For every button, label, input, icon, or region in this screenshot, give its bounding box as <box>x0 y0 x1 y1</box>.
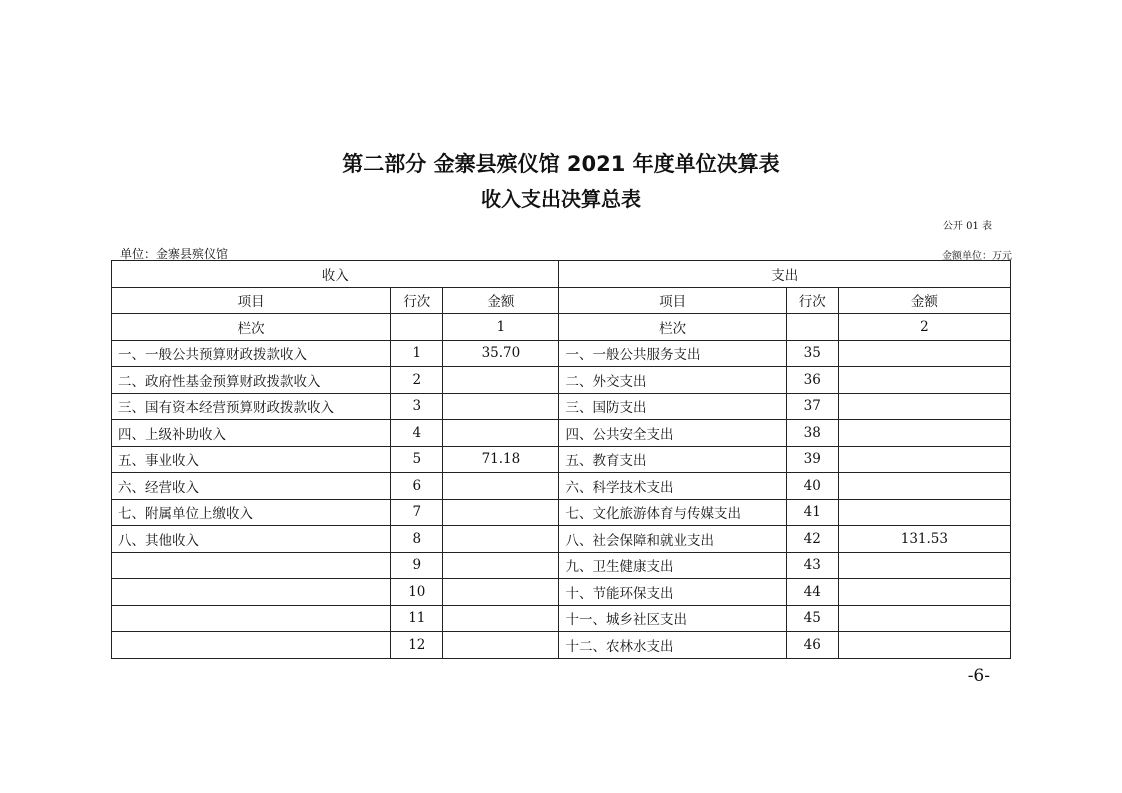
expense-line-cell: 42 <box>786 526 838 553</box>
expense-item-cell: 二、外交支出 <box>559 367 786 394</box>
table-row <box>112 632 1011 659</box>
expense-line-cell: 40 <box>786 473 838 500</box>
form-number: 公开 01 表 <box>942 221 992 232</box>
expense-item-cell: 三、国防支出 <box>559 393 786 420</box>
income-amount-cell <box>443 367 559 394</box>
income-column-number: 1 <box>443 314 559 341</box>
income-line-cell: 7 <box>391 499 443 526</box>
table-row <box>112 473 1011 500</box>
income-amount-cell <box>443 579 559 606</box>
expense-amount-cell <box>838 552 1010 579</box>
expense-item-cell: 四、公共安全支出 <box>559 420 786 447</box>
income-line-cell: 3 <box>391 393 443 420</box>
income-line-cell: 4 <box>391 420 443 447</box>
income-amount-cell <box>443 420 559 447</box>
income-amount-cell <box>443 632 559 659</box>
expense-section-header: 支出 <box>559 261 1011 288</box>
table-row <box>112 499 1011 526</box>
income-item-cell: 一、一般公共预算财政拨款收入 <box>112 340 391 367</box>
expense-line-cell: 37 <box>786 393 838 420</box>
income-line-cell: 8 <box>391 526 443 553</box>
table-row <box>112 552 1011 579</box>
income-item-cell <box>112 632 391 659</box>
expense-amount-header: 金额 <box>838 287 1010 314</box>
section-header-row <box>112 261 1011 288</box>
expense-item-cell: 十一、城乡社区支出 <box>559 605 786 632</box>
table-row <box>112 420 1011 447</box>
expense-amount-cell <box>838 420 1010 447</box>
expense-item-cell: 六、科学技术支出 <box>559 473 786 500</box>
expense-line-cell: 43 <box>786 552 838 579</box>
income-line-cell: 9 <box>391 552 443 579</box>
expense-item-cell: 九、卫生健康支出 <box>559 552 786 579</box>
income-lanci-label: 栏次 <box>112 314 391 341</box>
table-row <box>112 579 1011 606</box>
income-amount-header: 金额 <box>443 287 559 314</box>
income-item-cell: 七、附属单位上缴收入 <box>112 499 391 526</box>
expense-amount-cell <box>838 579 1010 606</box>
income-amount-cell: 71.18 <box>443 446 559 473</box>
page-number: -6- <box>967 666 990 686</box>
expense-line-header: 行次 <box>786 287 838 314</box>
expense-line-cell: 35 <box>786 340 838 367</box>
column-header-row <box>112 287 1011 314</box>
table-row <box>112 605 1011 632</box>
income-amount-cell: 35.70 <box>443 340 559 367</box>
income-line-cell: 10 <box>391 579 443 606</box>
expense-amount-cell <box>838 393 1010 420</box>
income-line-cell: 5 <box>391 446 443 473</box>
income-amount-cell <box>443 499 559 526</box>
table-row <box>112 393 1011 420</box>
table-row <box>112 526 1011 553</box>
income-item-cell <box>112 579 391 606</box>
income-line-cell: 1 <box>391 340 443 367</box>
expense-line-cell: 38 <box>786 420 838 447</box>
income-amount-cell <box>443 393 559 420</box>
table-row <box>112 446 1011 473</box>
expense-amount-cell <box>838 340 1010 367</box>
table-row <box>112 367 1011 394</box>
income-line-cell: 12 <box>391 632 443 659</box>
expense-item-header: 项目 <box>559 287 786 314</box>
expense-column-number: 2 <box>838 314 1010 341</box>
expense-lanci-label: 栏次 <box>559 314 786 341</box>
expense-item-cell: 十、节能环保支出 <box>559 579 786 606</box>
expense-lanci-line <box>786 314 838 341</box>
expense-line-cell: 36 <box>786 367 838 394</box>
income-amount-cell <box>443 552 559 579</box>
unit-name: 单位：金寨县殡仪馆 <box>120 247 229 261</box>
expense-line-cell: 46 <box>786 632 838 659</box>
expense-item-cell: 十二、农林水支出 <box>559 632 786 659</box>
income-item-cell: 六、经营收入 <box>112 473 391 500</box>
income-amount-cell <box>443 605 559 632</box>
expense-line-cell: 45 <box>786 605 838 632</box>
income-item-header: 项目 <box>112 287 391 314</box>
expense-item-cell: 七、文化旅游体育与传媒支出 <box>559 499 786 526</box>
expense-line-cell: 39 <box>786 446 838 473</box>
income-item-cell: 五、事业收入 <box>112 446 391 473</box>
expense-line-cell: 41 <box>786 499 838 526</box>
expense-line-cell: 44 <box>786 579 838 606</box>
expense-item-cell: 一、一般公共服务支出 <box>559 340 786 367</box>
income-amount-cell <box>443 473 559 500</box>
income-line-cell: 2 <box>391 367 443 394</box>
expense-item-cell: 八、社会保障和就业支出 <box>559 526 786 553</box>
income-lanci-line <box>391 314 443 341</box>
income-expense-table <box>111 260 1011 659</box>
expense-amount-cell <box>838 605 1010 632</box>
lanci-row <box>112 314 1011 341</box>
expense-amount-cell <box>838 367 1010 394</box>
amount-unit: 金额单位：万元 <box>942 251 1012 262</box>
income-amount-cell <box>443 526 559 553</box>
income-line-cell: 6 <box>391 473 443 500</box>
expense-amount-cell <box>838 473 1010 500</box>
table-row <box>112 340 1011 367</box>
income-line-header: 行次 <box>391 287 443 314</box>
expense-amount-cell <box>838 446 1010 473</box>
income-item-cell: 三、国有资本经营预算财政拨款收入 <box>112 393 391 420</box>
table-title: 收入支出决算总表 <box>481 187 641 211</box>
expense-amount-cell <box>838 499 1010 526</box>
income-section-header: 收入 <box>112 261 559 288</box>
income-line-cell: 11 <box>391 605 443 632</box>
income-item-cell: 二、政府性基金预算财政拨款收入 <box>112 367 391 394</box>
expense-amount-cell: 131.53 <box>838 526 1010 553</box>
expense-amount-cell <box>838 632 1010 659</box>
income-item-cell: 八、其他收入 <box>112 526 391 553</box>
income-item-cell <box>112 605 391 632</box>
income-item-cell: 四、上级补助收入 <box>112 420 391 447</box>
expense-item-cell: 五、教育支出 <box>559 446 786 473</box>
document-title: 第二部分 金寨县殡仪馆 2021 年度单位决算表 <box>342 152 780 176</box>
income-item-cell <box>112 552 391 579</box>
